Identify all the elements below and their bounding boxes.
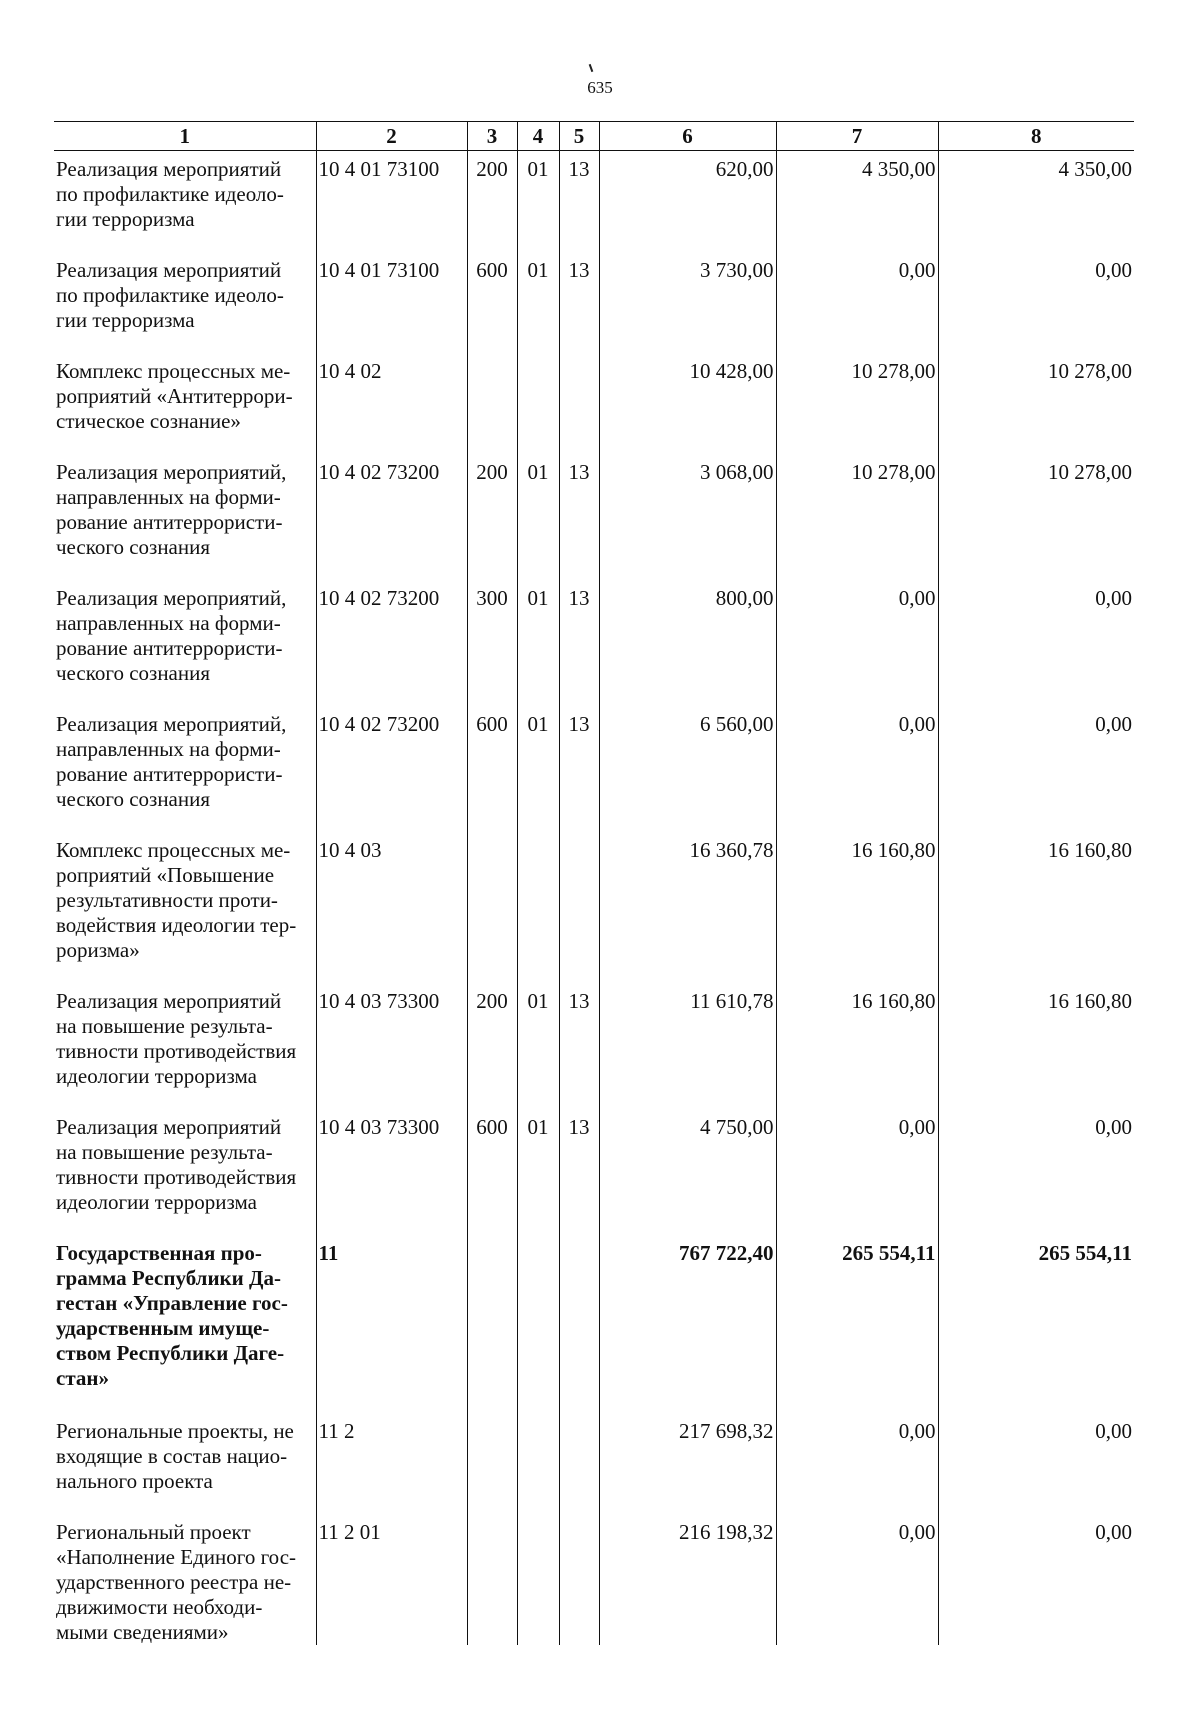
table-row	[54, 580, 1134, 706]
header-col-4: 4	[517, 122, 559, 151]
row-col-6: 620,00	[599, 151, 776, 253]
row-code: 10 4 01 73100	[316, 252, 467, 353]
row-name: Региональный проект «Наполнение Единого гос- ударственного реестра не- движимости необходи- мыми сведениями»	[54, 1514, 316, 1645]
row-col-5: 13	[559, 580, 599, 706]
table-row	[54, 252, 1134, 353]
row-col-4: 01	[517, 580, 559, 706]
row-col-8: 16 160,80	[938, 832, 1134, 983]
header-col-6: 6	[599, 122, 776, 151]
row-col-3: 600	[467, 706, 517, 832]
row-col-7: 265 554,11	[776, 1235, 938, 1413]
row-col-7: 10 278,00	[776, 454, 938, 580]
row-col-6: 11 610,78	[599, 983, 776, 1109]
row-code: 10 4 02 73200	[316, 706, 467, 832]
row-col-3: 200	[467, 454, 517, 580]
row-col-7: 0,00	[776, 1514, 938, 1645]
row-col-4	[517, 1413, 559, 1514]
row-col-5	[559, 353, 599, 454]
row-col-8: 0,00	[938, 580, 1134, 706]
table-row	[54, 1109, 1134, 1235]
row-col-7: 4 350,00	[776, 151, 938, 253]
row-col-8: 4 350,00	[938, 151, 1134, 253]
table-row	[54, 983, 1134, 1109]
row-col-4	[517, 832, 559, 983]
row-col-8: 16 160,80	[938, 983, 1134, 1109]
row-code: 10 4 02	[316, 353, 467, 454]
row-name: Комплекс процессных ме- роприятий «Антитеррори- стическое сознание»	[54, 353, 316, 454]
table-header-row	[54, 122, 1134, 151]
row-col-8: 0,00	[938, 1109, 1134, 1235]
table-row	[54, 1413, 1134, 1514]
row-col-5: 13	[559, 1109, 599, 1235]
row-code: 11 2 01	[316, 1514, 467, 1645]
row-code: 11	[316, 1235, 467, 1413]
row-col-6: 217 698,32	[599, 1413, 776, 1514]
row-name: Реализация мероприятий, направленных на форми- рование антитеррористи- ческого сознания	[54, 580, 316, 706]
header-col-3: 3	[467, 122, 517, 151]
row-col-3: 200	[467, 151, 517, 253]
row-col-6: 10 428,00	[599, 353, 776, 454]
row-col-4: 01	[517, 454, 559, 580]
row-code: 10 4 02 73200	[316, 454, 467, 580]
row-col-4: 01	[517, 983, 559, 1109]
row-col-3: 200	[467, 983, 517, 1109]
row-col-3	[467, 832, 517, 983]
row-col-5: 13	[559, 983, 599, 1109]
row-col-3	[467, 1514, 517, 1645]
row-name: Региональные проекты, не входящие в состав нацио- нального проекта	[54, 1413, 316, 1514]
row-col-3	[467, 1235, 517, 1413]
row-col-6: 216 198,32	[599, 1514, 776, 1645]
row-col-7: 0,00	[776, 580, 938, 706]
row-col-6: 3 068,00	[599, 454, 776, 580]
row-col-3: 600	[467, 1109, 517, 1235]
row-name: Реализация мероприятий, направленных на форми- рование антитеррористи- ческого сознания	[54, 706, 316, 832]
row-col-5	[559, 1514, 599, 1645]
row-col-8: 10 278,00	[938, 353, 1134, 454]
row-col-6: 800,00	[599, 580, 776, 706]
row-code: 11 2	[316, 1413, 467, 1514]
row-col-8: 0,00	[938, 1413, 1134, 1514]
row-col-8: 0,00	[938, 1514, 1134, 1645]
row-col-6: 16 360,78	[599, 832, 776, 983]
row-col-7: 16 160,80	[776, 983, 938, 1109]
row-col-8: 0,00	[938, 706, 1134, 832]
row-col-5	[559, 1413, 599, 1514]
row-name: Комплекс процессных ме- роприятий «Повышение результативности проти- водействия идеологии тер- роризма»	[54, 832, 316, 983]
row-col-4: 01	[517, 1109, 559, 1235]
row-col-3: 300	[467, 580, 517, 706]
row-name: Государственная про- грамма Республики Да- гестан «Управление гос- ударственным имуще- ством Республики Даге- стан»	[54, 1235, 316, 1413]
row-col-5	[559, 1235, 599, 1413]
row-code: 10 4 02 73200	[316, 580, 467, 706]
row-name: Реализация мероприятий на повышение результа- тивности противодействия идеологии терроризма	[54, 1109, 316, 1235]
row-col-6: 767 722,40	[599, 1235, 776, 1413]
row-col-4	[517, 353, 559, 454]
table-row	[54, 832, 1134, 983]
header-col-8: 8	[938, 122, 1134, 151]
row-col-4	[517, 1235, 559, 1413]
row-col-4: 01	[517, 252, 559, 353]
row-code: 10 4 01 73100	[316, 151, 467, 253]
row-col-8: 10 278,00	[938, 454, 1134, 580]
row-name: Реализация мероприятий на повышение результа- тивности противодействия идеологии терроризма	[54, 983, 316, 1109]
row-col-7: 16 160,80	[776, 832, 938, 983]
row-name: Реализация мероприятий по профилактике идеоло- гии терроризма	[54, 151, 316, 253]
row-col-5: 13	[559, 252, 599, 353]
row-col-5: 13	[559, 151, 599, 253]
budget-table	[54, 121, 1134, 1645]
row-col-3: 600	[467, 252, 517, 353]
table-row	[54, 353, 1134, 454]
row-col-7: 0,00	[776, 1413, 938, 1514]
table-row	[54, 151, 1134, 253]
row-col-8: 0,00	[938, 252, 1134, 353]
row-col-8: 265 554,11	[938, 1235, 1134, 1413]
header-col-7: 7	[776, 122, 938, 151]
row-col-7: 0,00	[776, 1109, 938, 1235]
table-row	[54, 1235, 1134, 1413]
table-row	[54, 706, 1134, 832]
scan-mark	[589, 64, 594, 72]
header-col-1: 1	[54, 122, 316, 151]
row-col-6: 4 750,00	[599, 1109, 776, 1235]
table-row	[54, 454, 1134, 580]
row-col-4	[517, 1514, 559, 1645]
header-col-5: 5	[559, 122, 599, 151]
row-col-6: 3 730,00	[599, 252, 776, 353]
row-col-7: 0,00	[776, 706, 938, 832]
row-col-4: 01	[517, 151, 559, 253]
header-col-2: 2	[316, 122, 467, 151]
row-col-6: 6 560,00	[599, 706, 776, 832]
page-number: 635	[587, 78, 613, 97]
row-col-7: 0,00	[776, 252, 938, 353]
row-col-5: 13	[559, 454, 599, 580]
row-col-5	[559, 832, 599, 983]
row-col-4: 01	[517, 706, 559, 832]
table-row	[54, 1514, 1134, 1645]
row-name: Реализация мероприятий по профилактике идеоло- гии терроризма	[54, 252, 316, 353]
table-body	[54, 151, 1134, 1646]
row-code: 10 4 03	[316, 832, 467, 983]
row-code: 10 4 03 73300	[316, 1109, 467, 1235]
row-code: 10 4 03 73300	[316, 983, 467, 1109]
row-col-3	[467, 1413, 517, 1514]
row-col-7: 10 278,00	[776, 353, 938, 454]
row-name: Реализация мероприятий, направленных на форми- рование антитеррористи- ческого сознания	[54, 454, 316, 580]
row-col-3	[467, 353, 517, 454]
row-col-5: 13	[559, 706, 599, 832]
